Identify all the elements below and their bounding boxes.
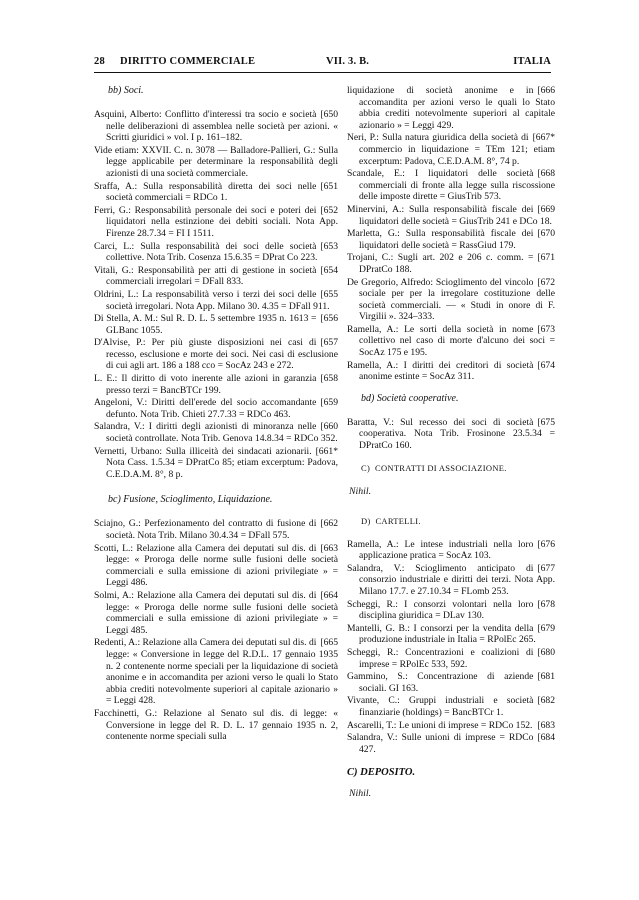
entry-text: Angeloni, V.: Diritti dell'erede del socio accomandante defunto. Nota Trib. Chieti 27.7.33 = RDCo 463.: [94, 397, 317, 420]
subsection-heading: bb) Soci.: [108, 85, 144, 96]
subsection-title: CONTRATTI DI ASSOCIAZIONE.: [374, 462, 507, 473]
bibliography-entry: [347, 168, 555, 203]
entry-text: Scandale, E.: I liquidatori delle società commerciali di fronte alla legge sulla riscossione delle imposte dirette = GiusTrib 573.: [347, 168, 555, 203]
bibliography-entry: [347, 85, 555, 131]
bibliography-entry: [347, 563, 555, 598]
entry-number: [684: [537, 732, 555, 744]
right-column: [347, 85, 555, 817]
entry-number: [663: [320, 542, 338, 554]
bibliography-entry: [347, 204, 555, 227]
entry-number: [652: [320, 204, 338, 216]
entry-number: [660: [320, 421, 338, 433]
bibliography-entry: [94, 397, 338, 420]
bibliography-entry: [347, 599, 555, 622]
bibliography-entry: [94, 205, 338, 240]
left-column: [94, 85, 338, 744]
entry-text: Baratta, V.: Sul recesso dei soci di società cooperativa. Nota Trib. Frosinone 23.5.34 = DPratCo 160.: [347, 416, 555, 452]
entry-number: [665: [320, 637, 338, 649]
bibliography-entry: [94, 518, 338, 541]
entry-text: Minervini, A.: Sulla responsabilità fiscale dei liquidatori delle società = GiusTrib 241 e DCo 18.: [347, 203, 552, 227]
entry-number: [675: [537, 416, 555, 428]
entry-text: Sraffa, A.: Sulla responsabilità diretta dei soci nelle società commerciali = RDCo 1.: [94, 180, 317, 204]
subsection-heading: bd) Società cooperative.: [361, 392, 459, 404]
entry-number: [661*: [315, 445, 338, 457]
bibliography-entry: [94, 543, 338, 589]
entry-text: Scheggi, R.: I consorzi volontari nella loro disciplina giuridica = DLav 130.: [347, 598, 534, 622]
bibliography-entry: [347, 417, 555, 452]
entry-text: Vitali, G.: Responsabilità per atti di gestione in società commerciali irregolari = DFall 833.: [94, 264, 317, 288]
volume-reference: VII. 3. B.: [326, 56, 370, 67]
nihil-note: Nihil.: [349, 485, 372, 497]
entry-number: [676: [537, 538, 555, 550]
entry-text: Ramella, A.: I diritti dei creditori di società anonime estinte = SocAz 311.: [347, 359, 534, 383]
entry-number: [658: [320, 373, 338, 385]
entry-number: [659: [320, 397, 338, 409]
entry-text: liquidazione di società anonime e in accomandita per azioni verso le quali lo Stato abbia crediti notevolmente superiori al capitale azionario » = Leggi 429.: [347, 85, 555, 131]
entry-text: Solmi, A.: Relazione alla Camera dei deputati sul dis. di legge: « Proroga delle norme sulle fusioni delle società commerciali e sulla emissione di azioni privilegiate » = Leggi 485.: [94, 589, 338, 636]
entry-text: Vide etiam: XXVII. C. n. 3078 — Balladore-Pallieri, G.: Sulla legge applicabile per determinare la responsabilità degli azionisti di una società commerciale.: [94, 144, 338, 179]
bibliography-entry: [347, 539, 555, 562]
bibliography-entry: [94, 241, 338, 264]
entry-number: [671: [537, 252, 555, 264]
entry-text: Redenti, A.: Relazione alla Camera dei deputati sul dis. di legge: « Conversione in legge del R.D.L. 17 gennaio 1935 n. 2 contenente norme speciali per la liquidazione di società anonime e in accomandita per azioni verso le quali lo Stato abbia crediti notevolmente superiori al capitale azionario » = Leggi 428.: [94, 637, 338, 707]
section-heading: C) DEPOSITO.: [347, 767, 416, 779]
entry-number: [678: [537, 598, 555, 610]
entry-text: Trojani, C.: Sugli art. 202 e 206 c. comm. = DPratCo 188.: [347, 252, 534, 275]
entry-text: Salandra, V.: I diritti degli azionisti di minoranza nelle società controllate. Nota Trib. Genova 14.8.34 = RDCo 352.: [94, 421, 338, 445]
bibliography-entry: [347, 695, 555, 718]
entry-text: Scheggi, R.: Concentrazioni e coalizioni di imprese = RPolEc 533, 592.: [347, 646, 534, 670]
entry-number: [681: [537, 671, 555, 683]
entry-number: [679: [537, 622, 555, 634]
entry-text: Ascarelli, T.: Le unioni di imprese = RDCo 152.: [347, 719, 533, 731]
entry-text: Ferri, G.: Responsabilità personale dei soci e poteri dei liquidatori nella estinzione dei debiti sociali. Nota App. Firenze 28.7.34 = FI I 1511.: [94, 204, 338, 239]
entry-text: Gammino, S.: Concentrazione di aziende sociali. GI 163.: [347, 671, 534, 694]
entry-number: [680: [537, 646, 555, 658]
bibliography-entry: [347, 360, 555, 383]
entry-text: Salandra, V.: Scioglimento anticipato di consorzio industriale e diritti dei terzi. Nota App. Milano 17.7. e 27.10.34 = FLomb 253.: [347, 562, 555, 597]
entry-number: [664: [320, 589, 338, 601]
entry-text: Sciajno, G.: Perfezionamento del contratto di fusione di società. Nota Trib. Milano 30.4.34 = DFall 575.: [94, 518, 317, 541]
bibliography-entry: [94, 289, 338, 312]
entry-number: [672: [537, 276, 555, 288]
bibliography-entry: [347, 132, 555, 167]
entry-text: Marletta, G.: Sulla responsabilità fiscale dei liquidatori delle società = RassGiud 179.: [347, 228, 534, 251]
bibliography-entry: [94, 446, 338, 481]
subsection-heading: [347, 515, 555, 527]
bibliography-entry: [347, 228, 555, 251]
bibliography-entry: [94, 181, 338, 204]
bibliography-entry: [347, 324, 555, 359]
entry-number: [655: [320, 288, 338, 300]
entry-number: [657: [320, 337, 338, 349]
bibliography-entry: [347, 647, 555, 670]
subsection-heading: [347, 462, 555, 474]
subsection-letter: C): [361, 462, 371, 473]
entry-number: [668: [537, 168, 555, 180]
bibliography-entry: [94, 265, 338, 288]
header-rule: [94, 72, 551, 73]
entry-number: [667*: [532, 132, 555, 144]
bibliography-entry: [347, 623, 555, 646]
entry-text: Salandra, V.: Sulle unioni di imprese = RDCo 427.: [347, 732, 534, 755]
entry-number: [662: [320, 518, 338, 530]
entry-number: [674: [537, 359, 555, 371]
entry-number: [677: [537, 562, 555, 574]
bibliography-entry: [94, 313, 338, 336]
entry-text: L. E.: Il diritto di voto inerente alle azioni in garanzia presso terzi = BancBTCr 199.: [94, 373, 317, 396]
entry-text: Mantelli, G. B.: I consorzi per la vendita della produzione industriale in Italia = RPolEc 265.: [347, 622, 536, 646]
bibliography-entry: [94, 109, 338, 144]
bibliography-entry: [347, 720, 555, 732]
entry-number: [670: [537, 228, 555, 240]
bibliography-entry: [94, 373, 338, 396]
subsection-title: CARTELLI.: [375, 515, 421, 526]
bibliography-entry: [94, 145, 338, 180]
entry-text: De Gregorio, Alfredo: Scioglimento del vincolo sociale per per la irregolare costituzione delle società commerciali. — « Studi in onore di F. Virgilii ». 324–333.: [347, 276, 555, 323]
entry-text: Carci, L.: Sulla responsabilità dei soci delle società collettive. Nota Trib. Cosenza 15.6.35 = DPrat Co 223.: [94, 240, 318, 264]
bibliography-entry: [347, 252, 555, 275]
entry-number: [683: [537, 719, 555, 731]
entry-number: [654: [320, 264, 338, 276]
entry-text: Vernetti, Urbano: Sulla illiceità dei sindacati azionarii. Nota Cass. 1.5.34 = DPratCo 85; etiam excerptum: Padova, C.E.D.A.M. 8°, 8 p.: [94, 445, 338, 480]
entry-text: Scotti, L.: Relazione alla Camera dei deputati sul dis. di legge: « Proroga delle norme sulle fusioni delle società commerciali e sulla emissione di azioni privilegiate » = Leggi 486.: [94, 542, 338, 589]
entry-text: Oldrini, L.: La responsabilità verso i terzi dei soci delle società irregolari. Nota App. Milano 30. 4.35 = DFall 911.: [94, 288, 330, 312]
entry-number: [653: [320, 240, 338, 252]
entry-number: [656: [320, 313, 338, 325]
entry-text: Facchinetti, G.: Relazione al Senato sul dis. di legge: « Conversione in legge del R. D. L. 17 gennaio 1935 n. 2, contenente norme speciali sulla: [94, 707, 338, 743]
bibliography-entry: [94, 637, 338, 707]
entry-text: D'Alvise, P.: Per più giuste disposizioni nei casi di recesso, esclusione e morte dei soci. Nei casi di esclusione di cui agli art. 186 a 188 cco = SocAz 243 e 272.: [94, 337, 338, 372]
country-label: ITALIA: [513, 56, 551, 67]
subsection-heading: bc) Fusione, Scioglimento, Liquidazione.: [108, 494, 273, 506]
bibliography-entry: [94, 421, 338, 444]
bibliography-entry: [94, 590, 338, 636]
bibliography-entry: [94, 708, 338, 743]
entry-text: Ramella, A.: Le intese industriali nella loro applicazione pratica = SocAz 103.: [347, 538, 534, 562]
page-number: 28: [94, 56, 105, 67]
section-title: DIRITTO COMMERCIALE: [120, 56, 256, 67]
nihil-note: Nihil.: [349, 788, 372, 800]
entry-text: Ramella, A.: Le sorti della società in nome collettivo nel caso di morte d'alcuno dei soci = SocAz 175 e 195.: [347, 323, 555, 359]
bibliography-entry: [347, 732, 555, 755]
entry-number: [673: [537, 323, 555, 335]
entry-text: Di Stella, A. M.: Sul R. D. L. 5 settembre 1935 n. 1613 = GLBanc 1055.: [94, 313, 317, 336]
entry-number: [651: [320, 180, 338, 192]
entry-text: Vivante, C.: Gruppi industriali e società finanziarie (holdings) = BancBTCr 1.: [347, 695, 534, 718]
entry-text: Asquini, Alberto: Conflitto d'interessi tra socio e società nelle deliberazioni di assemblea nelle società per azioni. « Scritti giuridici » vol. I p. 161–182.: [94, 109, 338, 144]
bibliography-entry: [94, 337, 338, 372]
entry-number: [666: [537, 85, 555, 96]
bibliography-entry: [347, 277, 555, 323]
entry-number: [669: [537, 203, 555, 215]
entry-number: [682: [537, 695, 555, 707]
entry-number: [650: [320, 109, 338, 120]
entry-text: Neri, P.: Sulla natura giuridica della società di commercio in liquidazione = TEm 121; etiam excerptum: Padova, C.E.D.A.M. 8°, 74 p.: [347, 132, 555, 167]
bibliography-entry: [347, 671, 555, 694]
subsection-letter: D): [361, 515, 371, 526]
